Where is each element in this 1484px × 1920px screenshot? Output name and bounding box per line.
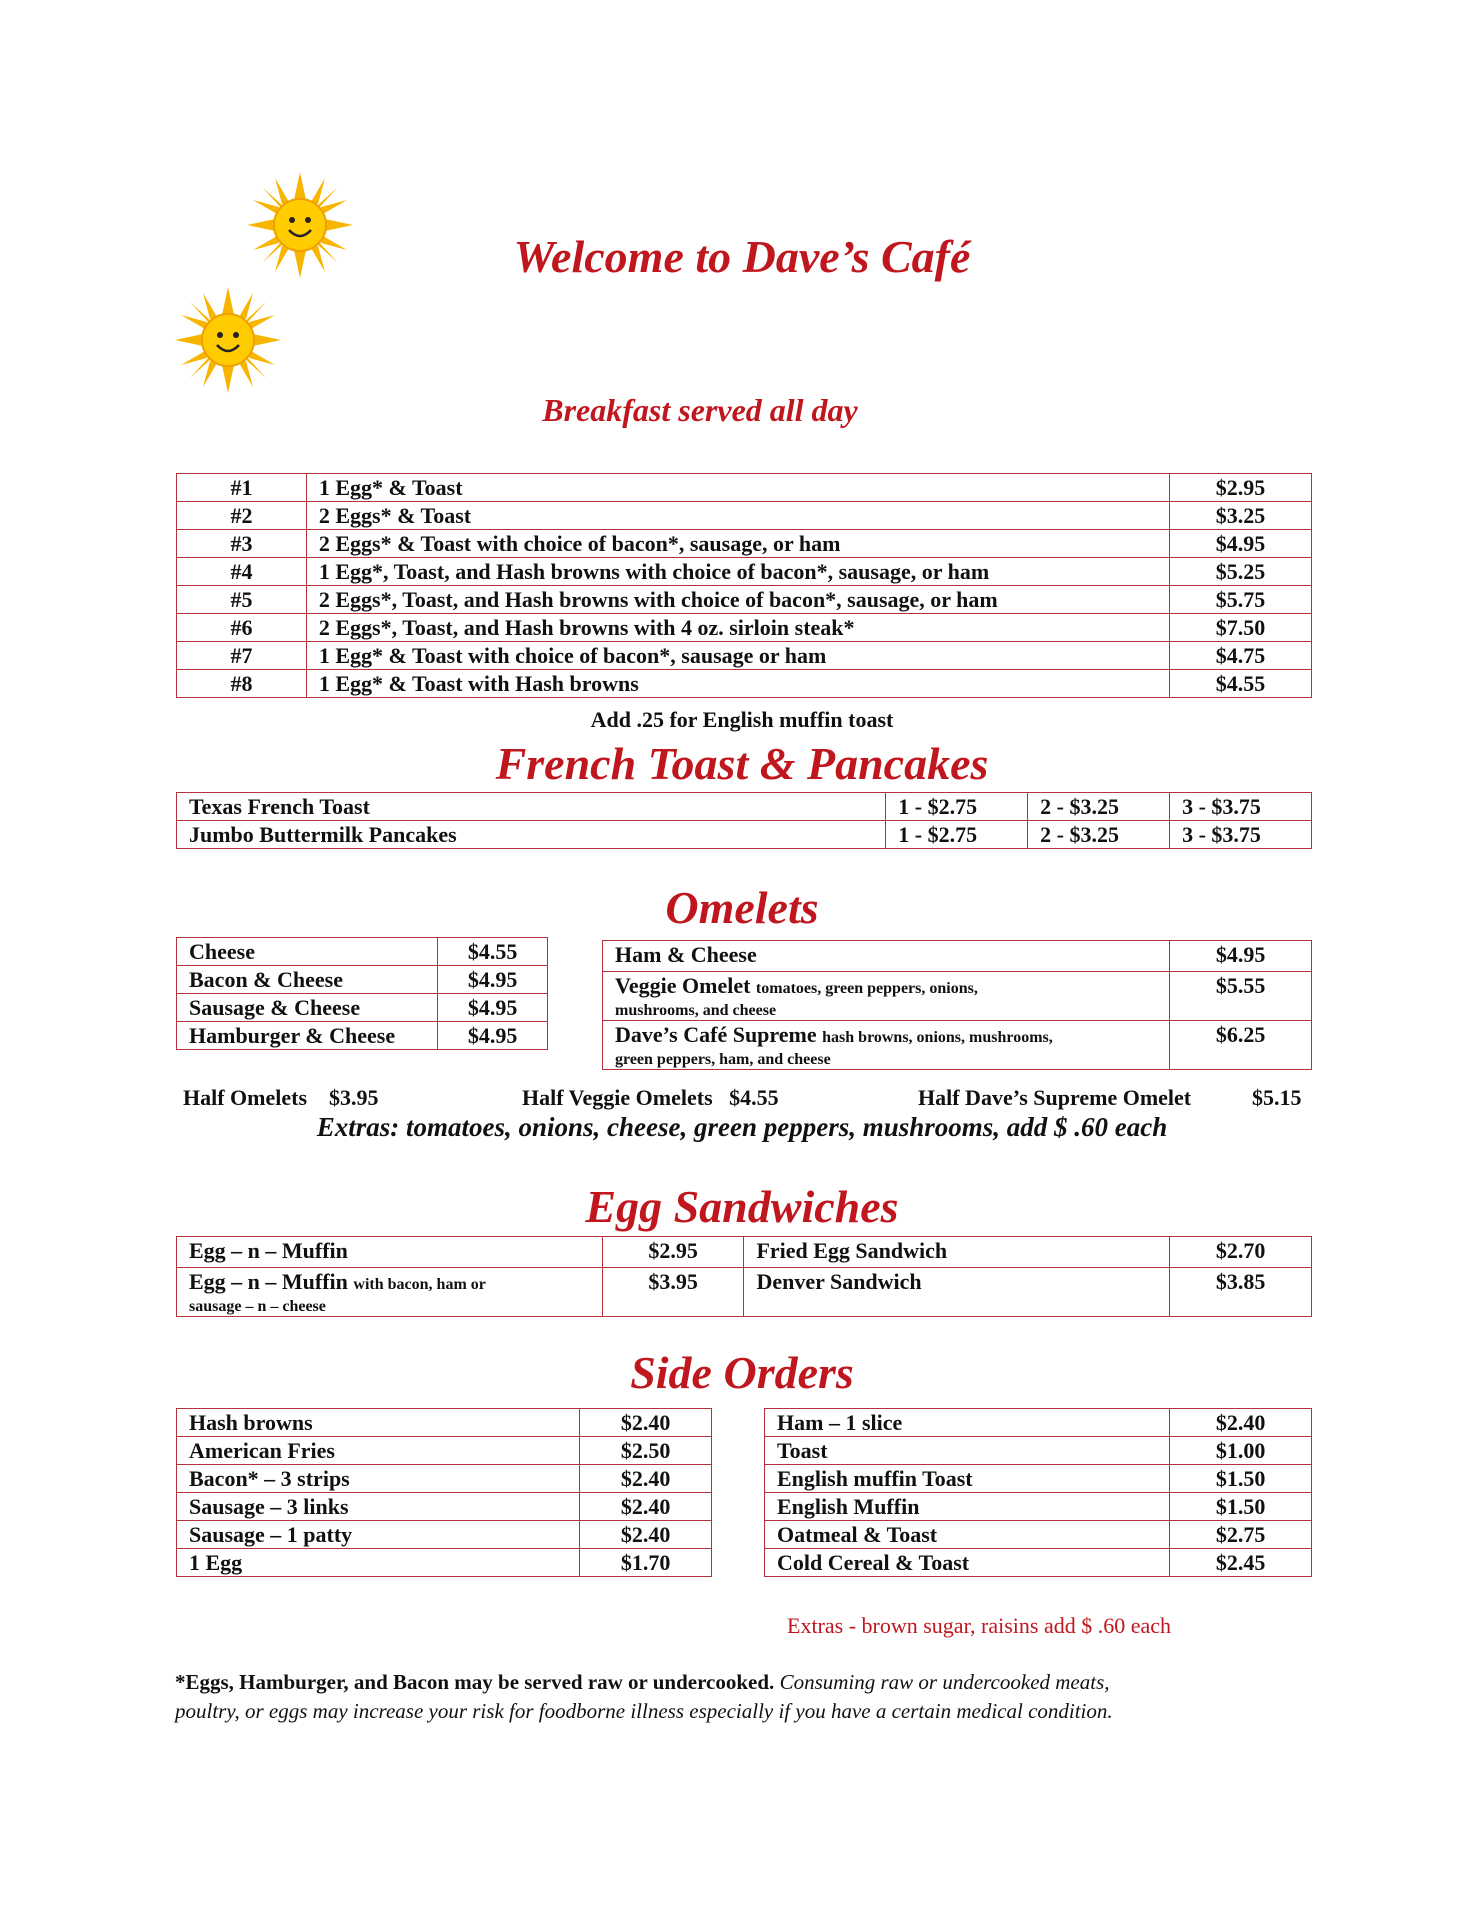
item-price: $2.50	[580, 1437, 712, 1465]
item-name: Hash browns	[177, 1409, 580, 1437]
table-row	[177, 793, 1312, 821]
item-price: 1 - $2.75	[886, 821, 1028, 849]
table-row	[177, 1237, 1312, 1268]
table-row	[177, 642, 1312, 670]
item-price: $2.40	[1170, 1409, 1312, 1437]
combo-number: #5	[177, 586, 307, 614]
combo-number: #3	[177, 530, 307, 558]
table-row	[177, 1521, 712, 1549]
item-price: $3.95	[602, 1268, 744, 1317]
item-price: 2 - $3.25	[1028, 821, 1170, 849]
combo-number: #8	[177, 670, 307, 698]
combo-description: 2 Eggs* & Toast	[306, 502, 1169, 530]
combo-price: $3.25	[1170, 502, 1312, 530]
section-heading-french-toast: French Toast & Pancakes	[495, 738, 989, 789]
combo-price: $7.50	[1170, 614, 1312, 642]
table-row	[177, 1437, 712, 1465]
item-cell	[603, 1021, 1170, 1070]
item-name: Texas French Toast	[177, 793, 886, 821]
half-veggie-omelets: Half Veggie Omelets $4.55	[522, 1085, 779, 1110]
item-price: 3 - $3.75	[1170, 793, 1312, 821]
combo-description: 1 Egg* & Toast with choice of bacon*, sausage or ham	[306, 642, 1169, 670]
item-name: Egg – n – Muffin	[189, 1238, 348, 1263]
page-title: Welcome to Dave’s Café	[513, 231, 971, 282]
disclaimer-bold: *Eggs, Hamburger, and Bacon may be served raw or undercooked.	[175, 1670, 775, 1694]
item-name: Sausage – 3 links	[177, 1493, 580, 1521]
page-subtitle: Breakfast served all day	[542, 392, 858, 428]
table-row	[177, 821, 1312, 849]
table-row	[765, 1437, 1312, 1465]
item-name: Ham – 1 slice	[765, 1409, 1170, 1437]
item-price: $2.45	[1170, 1549, 1312, 1577]
item-name: Oatmeal & Toast	[765, 1521, 1170, 1549]
item-price: $4.95	[438, 966, 548, 994]
table-row	[765, 1409, 1312, 1437]
item-price: $2.40	[580, 1465, 712, 1493]
item-name: Toast	[765, 1437, 1170, 1465]
item-name: American Fries	[177, 1437, 580, 1465]
table-row	[603, 972, 1312, 1021]
item-name: Sausage & Cheese	[177, 994, 438, 1022]
item-name: Hamburger & Cheese	[177, 1022, 438, 1050]
table-row	[177, 1493, 712, 1521]
sun-icon	[173, 285, 283, 395]
item-name: Sausage – 1 patty	[177, 1521, 580, 1549]
omelet-table-right	[602, 940, 1312, 1070]
item-detail-cont: green peppers, ham, and cheese	[615, 1051, 831, 1068]
item-price: $4.95	[438, 994, 548, 1022]
item-name: Fried Egg Sandwich	[744, 1237, 1170, 1268]
combo-description: 2 Eggs*, Toast, and Hash browns with choice of bacon*, sausage, or ham	[306, 586, 1169, 614]
item-detail-cont: mushrooms, and cheese	[615, 1002, 777, 1019]
item-name: Denver Sandwich	[744, 1268, 1170, 1317]
item-price: 3 - $3.75	[1170, 821, 1312, 849]
section-heading-side-orders: Side Orders	[630, 1347, 854, 1398]
half-omelets: Half Omelets $3.95	[183, 1085, 379, 1110]
item-price: $1.00	[1170, 1437, 1312, 1465]
section-heading-egg-sandwiches: Egg Sandwiches	[585, 1181, 899, 1232]
disclaimer	[175, 1668, 1325, 1726]
item-cell	[177, 1268, 603, 1317]
breakfast-note: Add .25 for English muffin toast	[590, 707, 894, 732]
item-detail: tomatoes, green peppers, onions,	[755, 980, 978, 997]
combo-description: 1 Egg*, Toast, and Hash browns with choice of bacon*, sausage, or ham	[306, 558, 1169, 586]
item-name: Egg – n – Muffin	[189, 1269, 348, 1294]
section-heading-omelets: Omelets	[665, 882, 819, 933]
table-row	[177, 530, 1312, 558]
disclaimer-italic-a: Consuming raw or undercooked meats,	[779, 1670, 1110, 1694]
item-price: 2 - $3.25	[1028, 793, 1170, 821]
item-cell	[177, 1237, 603, 1268]
item-name: Bacon & Cheese	[177, 966, 438, 994]
item-price: $2.70	[1170, 1237, 1312, 1268]
item-cell	[603, 941, 1170, 972]
item-price: $2.95	[602, 1237, 744, 1268]
item-name: English Muffin	[765, 1493, 1170, 1521]
combo-description: 2 Eggs*, Toast, and Hash browns with 4 oz. sirloin steak*	[306, 614, 1169, 642]
combo-price: $4.75	[1170, 642, 1312, 670]
item-price: $4.55	[438, 938, 548, 966]
disclaimer-italic-b: poultry, or eggs may increase your risk for foodborne illness especially if you have a certain medical condition.	[175, 1699, 1113, 1723]
side-orders-table-left	[176, 1408, 712, 1577]
item-price: 1 - $2.75	[886, 793, 1028, 821]
table-row	[177, 502, 1312, 530]
combo-number: #6	[177, 614, 307, 642]
item-name: Cheese	[177, 938, 438, 966]
combo-number: #2	[177, 502, 307, 530]
table-row	[177, 1465, 712, 1493]
item-name: 1 Egg	[177, 1549, 580, 1577]
item-name: English muffin Toast	[765, 1465, 1170, 1493]
table-row	[177, 938, 548, 966]
item-price: $1.70	[580, 1549, 712, 1577]
item-cell	[603, 972, 1170, 1021]
table-row	[603, 941, 1312, 972]
table-row	[177, 474, 1312, 502]
combo-price: $2.95	[1170, 474, 1312, 502]
combo-number: #4	[177, 558, 307, 586]
table-row	[177, 1549, 712, 1577]
side-orders-table-right	[764, 1408, 1312, 1577]
item-detail-cont: sausage – n – cheese	[189, 1298, 326, 1315]
combo-number: #7	[177, 642, 307, 670]
item-price: $2.40	[580, 1409, 712, 1437]
table-row	[177, 1022, 548, 1050]
table-row	[177, 994, 548, 1022]
item-price: $2.40	[580, 1493, 712, 1521]
half-dave-supreme: Half Dave’s Supreme Omelet	[918, 1085, 1192, 1110]
item-price: $5.55	[1170, 972, 1312, 1021]
table-row	[177, 1409, 712, 1437]
combo-description: 1 Egg* & Toast	[306, 474, 1169, 502]
item-name: Cold Cereal & Toast	[765, 1549, 1170, 1577]
table-row	[177, 558, 1312, 586]
combo-description: 2 Eggs* & Toast with choice of bacon*, sausage, or ham	[306, 530, 1169, 558]
item-price: $2.75	[1170, 1521, 1312, 1549]
table-row	[765, 1521, 1312, 1549]
combo-price: $5.75	[1170, 586, 1312, 614]
item-price: $6.25	[1170, 1021, 1312, 1070]
combo-number: #1	[177, 474, 307, 502]
item-price: $3.85	[1170, 1268, 1312, 1317]
table-row	[177, 586, 1312, 614]
combo-price: $4.55	[1170, 670, 1312, 698]
item-name: Jumbo Buttermilk Pancakes	[177, 821, 886, 849]
item-price: $1.50	[1170, 1493, 1312, 1521]
item-detail: with bacon, ham or	[353, 1276, 486, 1293]
table-row	[177, 1268, 1312, 1317]
side-orders-extras: Extras - brown sugar, raisins add $ .60 each	[787, 1613, 1172, 1638]
breakfast-table	[176, 473, 1312, 698]
omelet-table-left	[176, 937, 548, 1050]
combo-description: 1 Egg* & Toast with Hash browns	[306, 670, 1169, 698]
item-name: Dave’s Café Supreme	[615, 1022, 817, 1047]
table-row	[177, 614, 1312, 642]
combo-price: $4.95	[1170, 530, 1312, 558]
combo-price: $5.25	[1170, 558, 1312, 586]
item-name: Veggie Omelet	[615, 973, 751, 998]
french-toast-table	[176, 792, 1312, 849]
egg-sandwich-table	[176, 1236, 1312, 1317]
table-row	[177, 966, 548, 994]
item-price: $1.50	[1170, 1465, 1312, 1493]
item-price: $4.95	[438, 1022, 548, 1050]
item-price: $4.95	[1170, 941, 1312, 972]
table-row	[765, 1493, 1312, 1521]
item-detail: hash browns, onions, mushrooms,	[822, 1029, 1053, 1046]
omelet-extras: Extras: tomatoes, onions, cheese, green peppers, mushrooms, add $ .60 each	[316, 1112, 1168, 1142]
item-name: Bacon* – 3 strips	[177, 1465, 580, 1493]
table-row	[765, 1465, 1312, 1493]
table-row	[177, 670, 1312, 698]
item-name: Ham & Cheese	[615, 942, 757, 967]
table-row	[603, 1021, 1312, 1070]
item-price: $2.40	[580, 1521, 712, 1549]
half-dave-supreme-price: $5.15	[1252, 1085, 1302, 1110]
table-row	[765, 1549, 1312, 1577]
